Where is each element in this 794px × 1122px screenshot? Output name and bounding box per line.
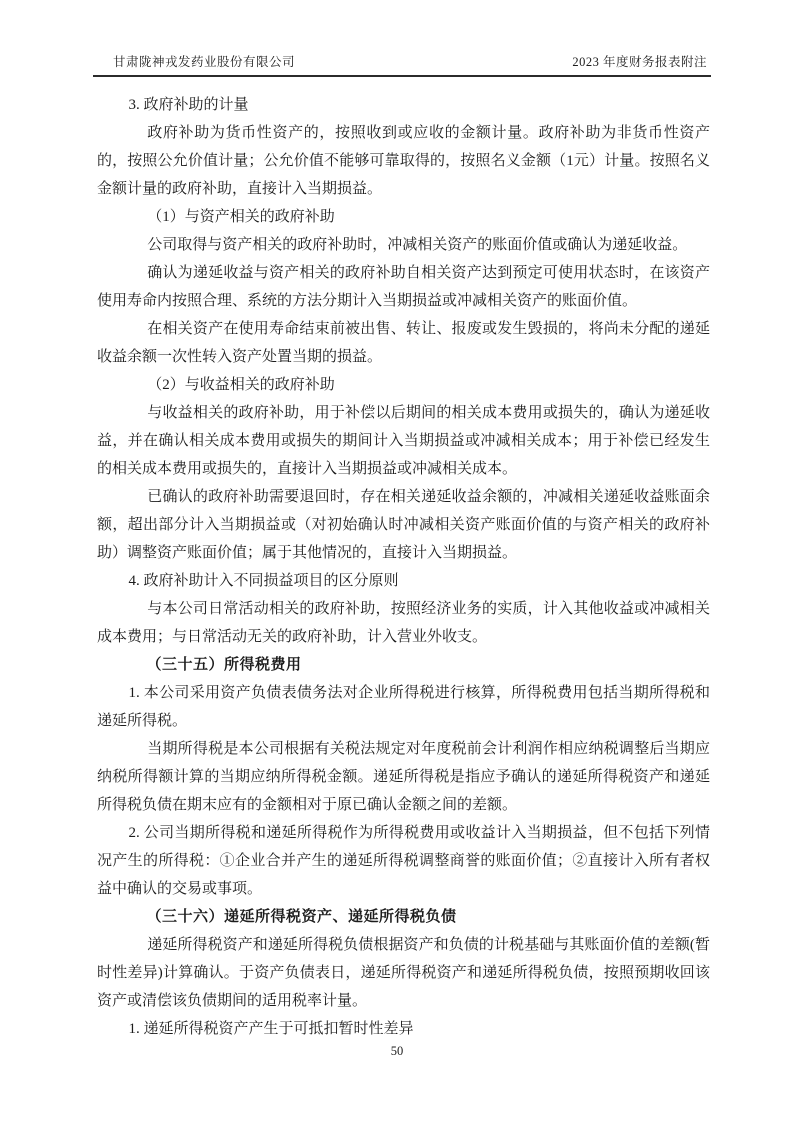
page-footer <box>0 1044 794 1059</box>
paragraph: 4. 政府补助计入不同损益项目的区分原则 <box>128 573 399 589</box>
header-report-title: 2023 年度财务报表附注 <box>572 55 707 69</box>
paragraph: 2. 公司当期所得税和递延所得税作为所得税费用或收益计入当期损益，但不包括下列情况产生的所得税：①企业合并产生的递延所得税调整商誉的账面价值；②直接计入所有者权益中确认的交易或事项。 <box>97 825 710 897</box>
paragraph: 政府补助为货币性资产的，按照收到或应收的金额计量。政府补助为非货币性资产的，按照公允价值计量；公允价值不能够可靠取得的，按照名义金额（1元）计量。按照名义金额计量的政府补助，直接计入当期损益。 <box>97 125 710 197</box>
paragraph: 已确认的政府补助需要退回时，存在相关递延收益余额的，冲减相关递延收益账面余额，超出部分计入当期损益或（对初始确认时冲减相关资产账面价值的与资产相关的政府补助）调整资产账面价值；属于其他情况的，直接计入当期损益。 <box>97 489 710 561</box>
paragraph: 递延所得税资产和递延所得税负债根据资产和负债的计税基础与其账面价值的差额(暂时性差异)计算确认。于资产负债表日，递延所得税资产和递延所得税负债，按照预期收回该资产或清偿该负债期间的适用税率计量。 <box>97 937 710 1009</box>
paragraph: （1）与资产相关的政府补助 <box>147 209 335 225</box>
page-header <box>93 52 711 77</box>
paragraph: 公司取得与资产相关的政府补助时，冲减相关资产的账面价值或确认为递延收益。 <box>147 237 688 253</box>
section-heading: （三十五）所得税费用 <box>146 656 302 673</box>
paragraph: 3. 政府补助的计量 <box>128 97 249 113</box>
paragraph: 1. 本公司采用资产负债表债务法对企业所得税进行核算，所得税费用包括当期所得税和递延所得税。 <box>97 685 710 729</box>
paragraph: 1. 递延所得税资产产生于可抵扣暂时性差异 <box>128 1021 414 1037</box>
paragraph: 与收益相关的政府补助，用于补偿以后期间的相关成本费用或损失的，确认为递延收益，并在确认相关成本费用或损失的期间计入当期损益或冲减相关成本；用于补偿已经发生的相关成本费用或损失的，直接计入当期损益或冲减相关成本。 <box>97 405 710 477</box>
document-body <box>97 91 710 1043</box>
paragraph: 在相关资产在使用寿命结束前被出售、转让、报废或发生毁损的，将尚未分配的递延收益余额一次性转入资产处置当期的损益。 <box>97 321 710 365</box>
paragraph: 与本公司日常活动相关的政府补助，按照经济业务的实质，计入其他收益或冲减相关成本费用；与日常活动无关的政府补助，计入营业外收支。 <box>97 601 710 645</box>
section-heading: （三十六）递延所得税资产、递延所得税负债 <box>146 908 457 925</box>
paragraph: 当期所得税是本公司根据有关税法规定对年度税前会计利润作相应纳税调整后当期应纳税所得额计算的当期应纳所得税金额。递延所得税是指应予确认的递延所得税资产和递延所得税负债在期末应有的金额相对于原已确认金额之间的差额。 <box>97 741 710 813</box>
paragraph: （2）与收益相关的政府补助 <box>147 377 335 393</box>
paragraph: 确认为递延收益与资产相关的政府补助自相关资产达到预定可使用状态时，在该资产使用寿命内按照合理、系统的方法分期计入当期损益或冲减相关资产的账面价值。 <box>97 265 710 309</box>
page-number: 50 <box>390 1044 404 1058</box>
header-company-name: 甘肃陇神戎发药业股份有限公司 <box>113 55 296 69</box>
